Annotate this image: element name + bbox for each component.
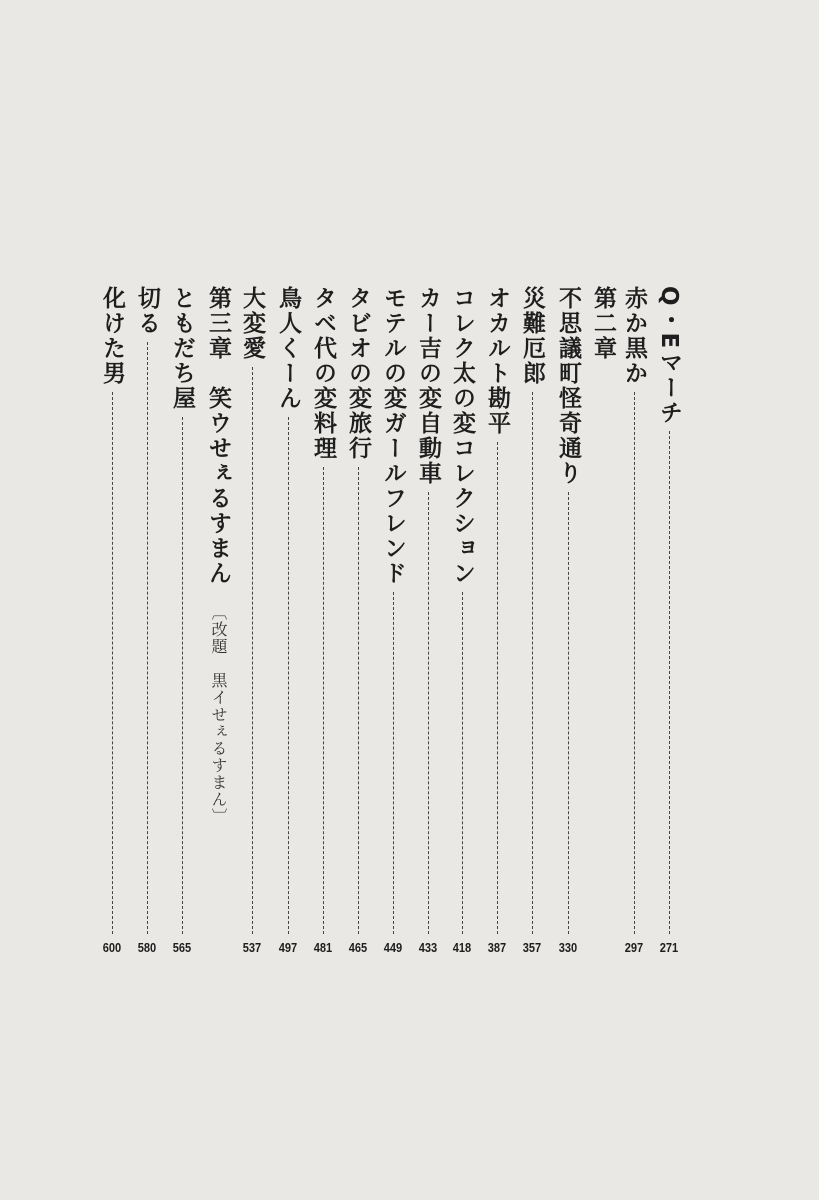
toc-page-number: 537	[242, 940, 262, 955]
toc-entry	[414, 286, 442, 934]
toc-entry	[168, 286, 196, 934]
dot-leader	[497, 442, 498, 934]
toc-title: 災難厄郎	[519, 286, 545, 386]
toc-title: 大変愛	[239, 286, 265, 361]
dot-leader	[568, 492, 569, 934]
toc-title: 化けた男	[99, 286, 125, 386]
dot-leader	[462, 592, 463, 934]
chapter-subtitle: 〔改題 黒イせぇるすまん〕	[209, 604, 228, 825]
toc-page-number: 600	[102, 940, 122, 955]
toc-page-number: 465	[348, 940, 368, 955]
toc-title: コレク太の変コレクション	[449, 286, 475, 586]
dot-leader	[358, 467, 359, 934]
toc-entry	[379, 286, 407, 934]
toc-entry	[554, 286, 582, 934]
dot-leader	[393, 592, 394, 934]
chapter-heading	[589, 286, 617, 934]
dot-leader	[147, 342, 148, 934]
toc-page-number: 449	[383, 940, 403, 955]
toc-title: 赤か黒か	[621, 286, 647, 386]
toc-title: 不思議町怪奇通り	[555, 286, 581, 486]
toc-page-number: 387	[487, 940, 507, 955]
toc-entry	[309, 286, 337, 934]
toc-entry	[620, 286, 648, 934]
dot-leader	[532, 392, 533, 934]
toc-title: モテルの変ガールフレンド	[380, 286, 406, 586]
toc-page-number: 497	[278, 940, 298, 955]
dot-leader	[182, 417, 183, 934]
dot-leader	[323, 467, 324, 934]
toc-page-number: 481	[313, 940, 333, 955]
toc-page-number: 297	[624, 940, 644, 955]
toc-page-number: 271	[659, 940, 679, 955]
toc-page-number: 580	[137, 940, 157, 955]
dot-leader	[669, 431, 670, 934]
toc-entry	[98, 286, 126, 934]
toc-page-number: 433	[418, 940, 438, 955]
toc-title: 鳥人くーん	[275, 286, 301, 411]
toc-entry	[448, 286, 476, 934]
dot-leader	[252, 367, 253, 934]
toc-title: 切る	[134, 286, 160, 336]
toc-page-number: 565	[172, 940, 192, 955]
chapter-heading	[204, 286, 232, 934]
dot-leader	[288, 417, 289, 934]
chapter-title: 第三章 笑ウせぇるすまん	[205, 286, 231, 586]
toc-page-number: 357	[522, 940, 542, 955]
toc-page-number: 418	[452, 940, 472, 955]
toc-page-number: 330	[558, 940, 578, 955]
toc-entry	[655, 286, 683, 934]
toc-title: タベ代の変料理	[310, 286, 336, 461]
toc-entry	[483, 286, 511, 934]
toc-entry	[238, 286, 266, 934]
toc-title: カー吉の変自動車	[415, 286, 441, 486]
toc-entry	[344, 286, 372, 934]
dot-leader	[112, 392, 113, 934]
toc-title: タビオの変旅行	[345, 286, 371, 461]
chapter-title: 第二章	[590, 286, 616, 361]
dot-leader	[428, 492, 429, 934]
toc-entry	[133, 286, 161, 934]
toc-entry	[274, 286, 302, 934]
dot-leader	[634, 392, 635, 934]
toc-title: ともだち屋	[169, 286, 195, 411]
toc-title: Q・Eマーチ	[656, 286, 682, 426]
toc-entry	[518, 286, 546, 934]
toc-title: オカルト勘平	[484, 286, 510, 436]
